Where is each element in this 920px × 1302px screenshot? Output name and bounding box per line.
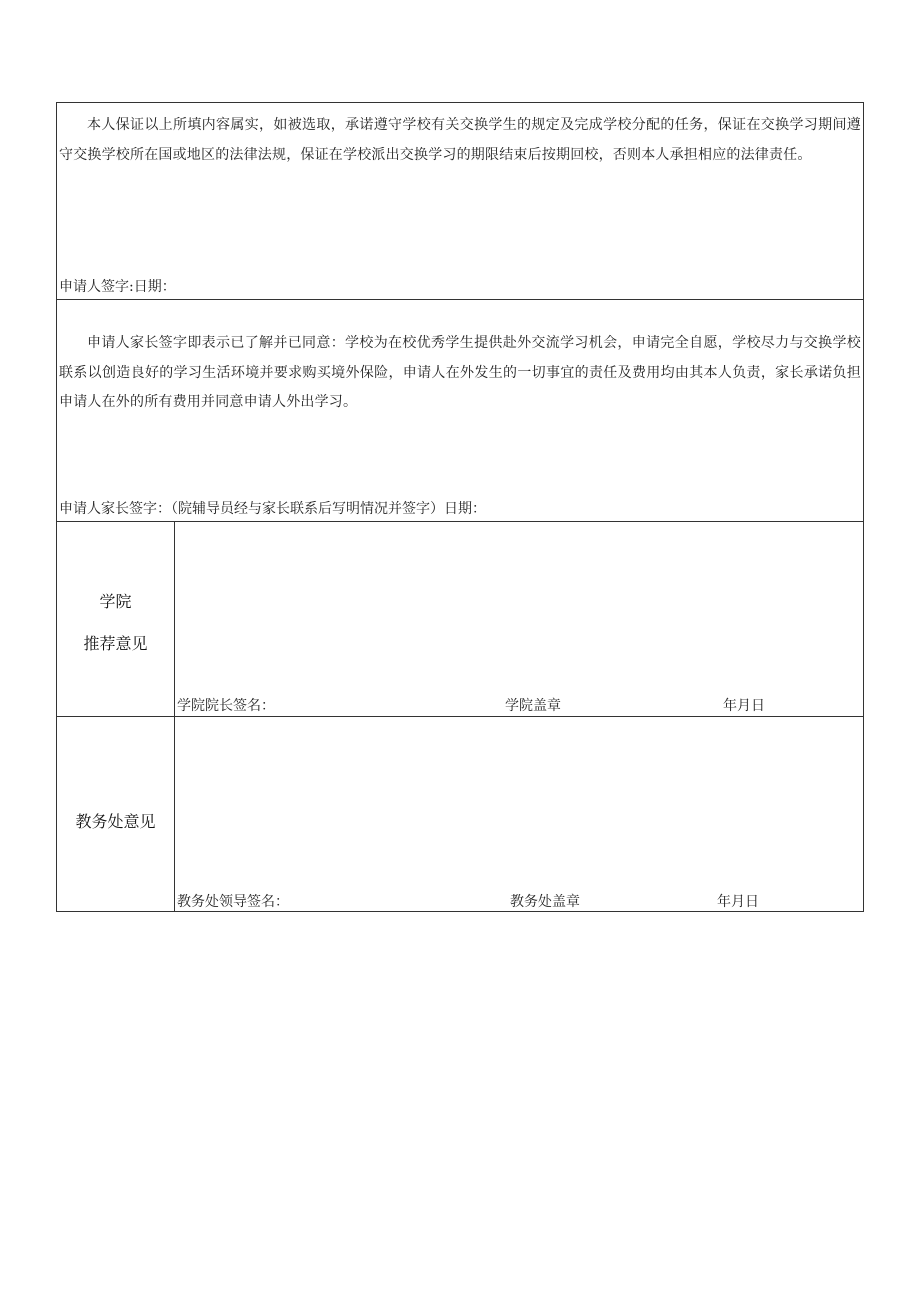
college-opinion-row	[57, 522, 863, 717]
academic-affairs-opinion-row	[57, 717, 863, 911]
academic-affairs-opinion-content[interactable]	[175, 717, 863, 911]
college-seal-field[interactable]: 学院盖章	[505, 698, 561, 714]
college-opinion-label	[57, 522, 175, 716]
dean-signature-field[interactable]: 学院院长签名：	[177, 698, 275, 714]
applicant-signature-date-field[interactable]: 申请人签字:日期：	[59, 279, 176, 295]
academic-affairs-opinion-label	[57, 717, 175, 911]
academic-affairs-seal-field[interactable]: 教务处盖章	[510, 894, 580, 910]
academic-affairs-opinion-label-text: 教务处意见	[75, 812, 156, 831]
college-opinion-content[interactable]	[175, 522, 863, 716]
academic-affairs-leader-signature-field[interactable]: 教务处领导签名：	[177, 894, 289, 910]
academic-affairs-date-field[interactable]: 年月日	[717, 894, 759, 910]
parent-signature-date-field[interactable]: 申请人家长签字：（院辅导员经与家长联系后写明情况并签字）日期：	[59, 501, 486, 517]
applicant-pledge-text: 本人保证以上所填内容属实，如被选取，承诺遵守学校有关交换学生的规定及完成学校分配的任务，保证在交换学习期间遵守交换学校所在国或地区的法律法规，保证在学校派出交换学习的期限结束后按期回校，否则本人承担相应的法律责任。	[59, 117, 861, 163]
parent-consent-section	[57, 300, 863, 522]
college-opinion-label-line1: 学院	[99, 592, 132, 611]
college-date-field[interactable]: 年月日	[723, 698, 765, 714]
applicant-pledge-section	[57, 103, 863, 300]
application-form-table	[56, 102, 864, 912]
college-opinion-label-line2: 推荐意见	[83, 634, 148, 653]
parent-consent-text: 申请人家长签字即表示已了解并已同意：学校为在校优秀学生提供赴外交流学习机会，申请完全自愿，学校尽力与交换学校联系以创造良好的学习生活环境并要求购买境外保险，申请人在外发生的一切事宜的责任及费用均由其本人负责，家长承诺负担申请人在外的所有费用并同意申请人外出学习。	[59, 335, 861, 410]
